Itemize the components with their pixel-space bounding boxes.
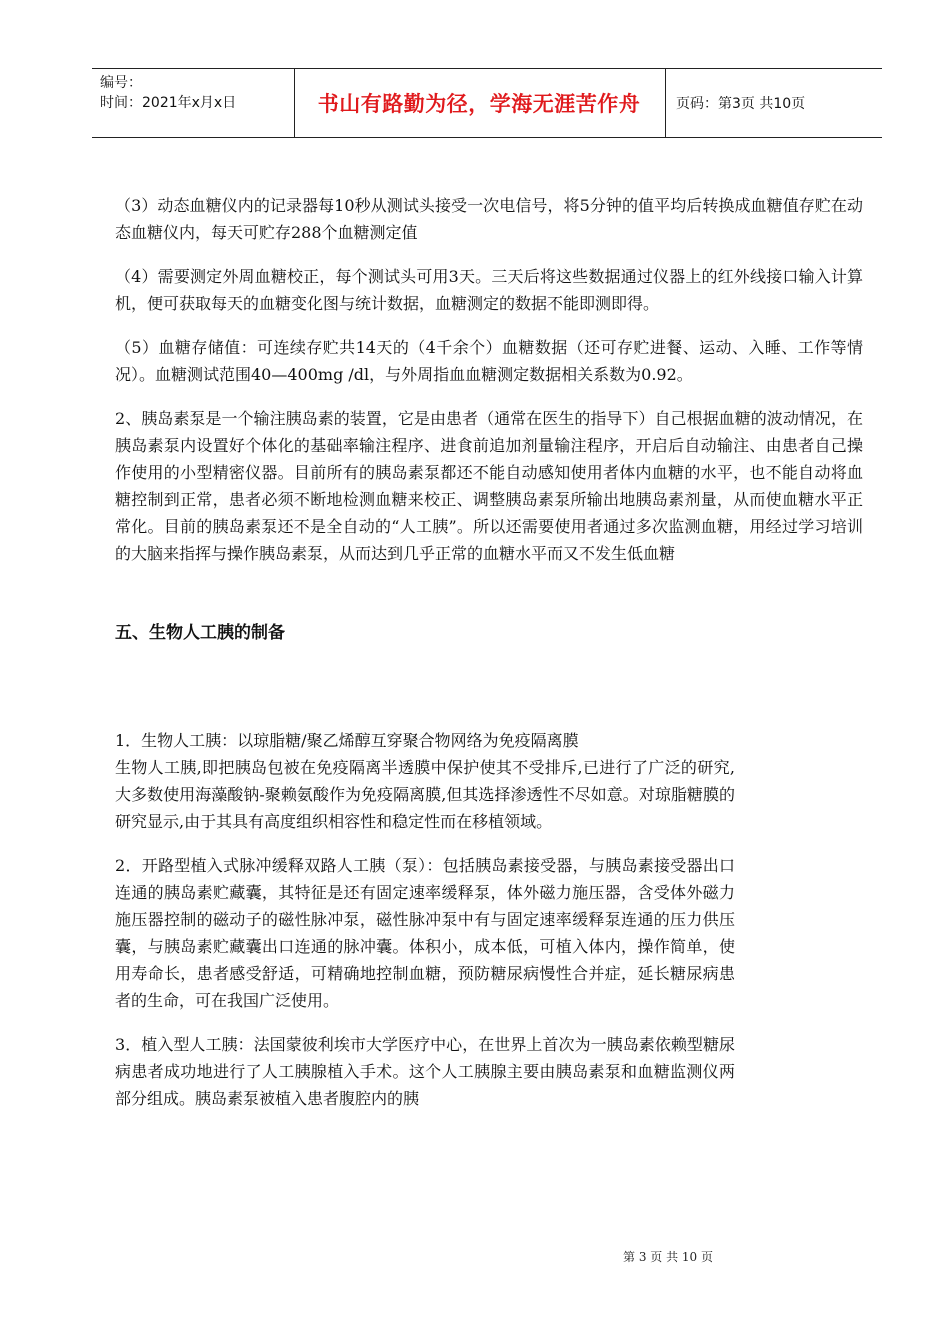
header-meta bbox=[100, 73, 290, 113]
paragraph-cgm-3: （3）动态血糖仪内的记录器每10秒从测试头接受一次电信号，将5分钟的值平均后转换成血糖值存贮在动态血糖仪内，每天可贮存288个血糖测定值 bbox=[115, 196, 863, 242]
paragraph-cgm-4: （4）需要测定外周血糖校正，每个测试头可用3天。三天后将这些数据通过仪器上的红外线接口输入计算机，便可获取每天的血糖变化图与统计数据，血糖测定的数据不能即测即得。 bbox=[115, 267, 863, 313]
page-header bbox=[92, 68, 882, 138]
header-divider-right bbox=[665, 69, 666, 137]
subsection-1-body: 生物人工胰,即把胰岛包被在免疫隔离半透膜中保护使其不受排斥,已进行了广泛的研究,大多数使用海藻酸钠-聚赖氨酸作为免疫隔离膜,但其选择渗透性不尽如意。对琼脂糖膜的研究显示,由于其具有高度组织相容性和稳定性而在移植领域。 bbox=[115, 758, 735, 831]
document-body bbox=[115, 192, 863, 1112]
subsection-2: 2．开路型植入式脉冲缓释双路人工胰（泵）：包括胰岛素接受器，与胰岛素接受器出口连通的胰岛素贮藏囊，其特征是还有固定速率缓释泵，体外磁力施压器，含受体外磁力施压器控制的磁动子的磁性脉冲泵，磁性脉冲泵中有与固定速率缓释泵连通的压力供压囊，与胰岛素贮藏囊出口连通的脉冲囊。体积小，成本低，可植入体内，操作简单，使用寿命长，患者感受舒适，可精确地控制血糖，预防糖尿病慢性合并症，延长糖尿病患者的生命，可在我国广泛使用。 bbox=[115, 856, 735, 1010]
header-time-label: 时间：2021年x月x日 bbox=[100, 95, 237, 111]
paragraph-cgm-5: （5）血糖存储值：可连续存贮共14天的（4千余个）血糖数据（还可存贮进餐、运动、入睡、工作等情况）。血糖测试范围40—400mg /dl，与外周指血血糖测定数据相关系数为0.92。 bbox=[115, 338, 863, 384]
header-page-label: 页码：第3页 共10页 bbox=[676, 96, 806, 112]
header-number-label: 编号： bbox=[100, 75, 142, 91]
paragraph-insulin-pump: 2、胰岛素泵是一个输注胰岛素的装置，它是由患者（通常在医生的指导下）自己根据血糖的波动情况，在胰岛素泵内设置好个体化的基础率输注程序、进食前追加剂量输注程序，开启后自动输注、由患者自己操作使用的小型精密仪器。目前所有的胰岛素泵都还不能自动感知使用者体内血糖的水平，也不能自动将血糖控制到正常，患者必须不断地检测血糖来校正、调整胰岛素泵所输出地胰岛素剂量，从而使血糖水平正常化。目前的胰岛素泵还不是全自动的“人工胰”。所以还需要使用者通过多次监测血糖，用经过学习培训的大脑来指挥与操作胰岛素泵，从而达到几乎正常的血糖水平而又不发生低血糖 bbox=[115, 409, 863, 563]
section-heading-5: 五、生物人工胰的制备 bbox=[115, 623, 285, 643]
subsection-1-title: 1．生物人工胰：以琼脂糖/聚乙烯醇互穿聚合物网络为免疫隔离膜 bbox=[115, 731, 579, 750]
header-motto: 书山有路勤为径，学海无涯苦作舟 bbox=[317, 92, 641, 116]
subsection-3: 3．植入型人工胰：法国蒙彼利埃市大学医疗中心，在世界上首次为一胰岛素依赖型糖尿病患者成功地进行了人工胰腺植入手术。这个人工胰腺主要由胰岛素泵和血糖监测仪两部分组成。胰岛素泵被植入患者腹腔内的胰 bbox=[115, 1035, 735, 1108]
page-footer: 第 3 页 共 10 页 bbox=[623, 1250, 713, 1264]
subsection-1 bbox=[115, 727, 735, 835]
